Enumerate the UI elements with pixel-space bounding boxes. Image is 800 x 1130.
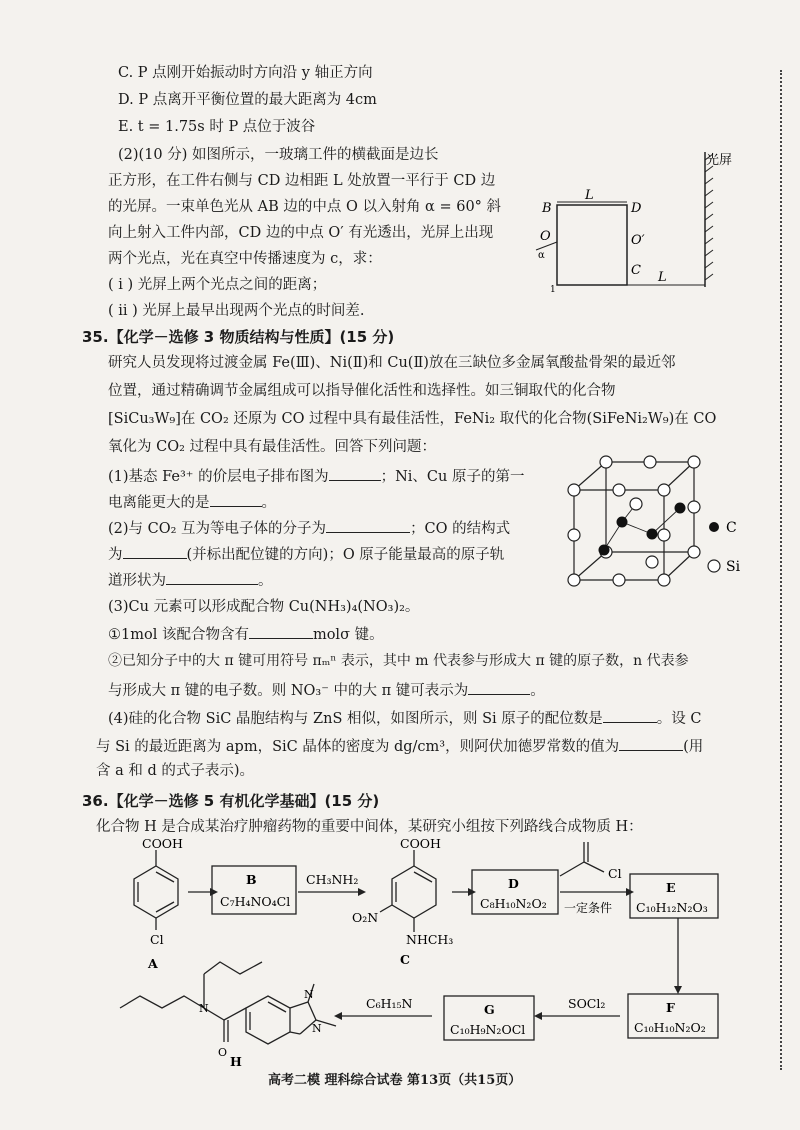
answer-blank[interactable] xyxy=(603,708,657,723)
a-cooh: COOH xyxy=(142,836,183,851)
q35-sub1-line1 xyxy=(108,466,524,486)
answer-blank[interactable] xyxy=(210,492,262,507)
q35-s2c: 为 xyxy=(108,547,123,563)
compound-g-formula: C₁₀H₉N₂OCl xyxy=(450,1022,526,1037)
compound-h-label: H xyxy=(230,1054,242,1068)
q36-heading: 36.【化学－选修 5 有机化学基础】(15 分) xyxy=(82,792,380,810)
q35-s2f: 。 xyxy=(258,573,273,589)
q35-sub4-line3: 含 a 和 d 的式子表示)。 xyxy=(96,763,255,779)
answer-blank[interactable] xyxy=(166,570,258,585)
label-L-top: L xyxy=(585,188,594,203)
compound-d-label: D xyxy=(508,876,519,891)
legend-si-label: Si xyxy=(726,559,741,575)
q34-part2-line5: 两个光点，光在真空中传播速度为 c，求： xyxy=(108,251,382,267)
q35-sub1-line2 xyxy=(108,492,276,512)
q35-sub4-line1 xyxy=(108,708,702,728)
q35-s3-2c: 。 xyxy=(530,683,545,699)
compound-g-label: G xyxy=(484,1002,495,1017)
q35-heading: 35.【化学－选修 3 物质结构与性质】(15 分) xyxy=(82,328,395,346)
condition-label: 一定条件 xyxy=(564,901,613,915)
compound-f-formula: C₁₀H₁₀N₂O₂ xyxy=(634,1020,706,1035)
q35-s4b: 。设 C xyxy=(656,711,702,727)
q35-s2e: 道形状为 xyxy=(108,573,166,589)
q35-s4d: (用 xyxy=(683,739,704,755)
q35-intro-1: 研究人员发现将过渡金属 Fe(Ⅲ)、Ni(Ⅱ)和 Cu(Ⅱ)放在三缺位多金属氧酸盐骨架的最近邻 xyxy=(108,355,676,371)
q34-sub-ii: ( ii ) 光屏上最早出现两个光点的时间差. xyxy=(108,303,365,319)
page-footer: 高考二模 理科综合试卷 第13页（共15页） xyxy=(268,1073,522,1088)
q34-part2-line4: 向上射入工件内部，CD 边的中点 O′ 有光透出，光屏上出现 xyxy=(108,225,494,241)
q34-part2-line1: (2)(10 分) 如图所示，一玻璃工件的横截面是边长 xyxy=(118,147,439,163)
h-n1: N xyxy=(199,1002,209,1015)
compound-f-label: F xyxy=(666,1000,675,1015)
legend-si-dot xyxy=(708,560,720,572)
option-d: D. P 点离开平衡位置的最大距离为 4cm xyxy=(118,92,377,108)
c-no2: O₂N xyxy=(352,910,379,925)
acyl-cl: Cl xyxy=(608,866,622,881)
legend-c-label: C xyxy=(726,520,737,536)
q35-s2b: ；CO 的结构式 xyxy=(410,521,511,537)
c-cooh: COOH xyxy=(400,836,441,851)
glass-square xyxy=(557,205,627,285)
q35-sub3: (3)Cu 元素可以形成配合物 Cu(NH₃)₄(NO₃)₂。 xyxy=(108,599,420,615)
binding-margin-dots xyxy=(780,70,782,1070)
h-o: O xyxy=(218,1046,228,1059)
label-one: 1 xyxy=(550,285,556,295)
compound-b-label: B xyxy=(246,872,257,887)
q35-intro-2: 位置，通过精确调节金属组成可以指导催化活性和选择性。如三铜取代的化合物 xyxy=(108,383,616,399)
answer-blank[interactable] xyxy=(329,466,381,481)
q35-s4c: 与 Si 的最近距离为 apm，SiC 晶体的密度为 dg/cm³，则阿伏加德罗常数的值为 xyxy=(96,739,620,755)
answer-blank[interactable] xyxy=(326,518,410,533)
q34-part2-line3: 的光屏。一束单色光从 AB 边的中点 O 以入射角 α = 60° 斜 xyxy=(108,199,502,215)
label-B: B xyxy=(542,201,552,216)
label-O-prime: O′ xyxy=(631,233,645,248)
reagent-socl2: SOCl₂ xyxy=(568,996,606,1011)
label-L-bottom: L xyxy=(658,270,667,285)
q35-s1d: 。 xyxy=(261,495,276,511)
q35-s3-1a: ①1mol 该配合物含有 xyxy=(108,627,249,643)
q35-s2d: (并标出配位键的方向)；O 原子能量最高的原子轨 xyxy=(186,547,505,563)
q35-sub3-2-line1: ②已知分子中的大 π 键可用符号 πₘⁿ 表示，其中 m 代表参与形成大 π 键的原子数，n 代表参 xyxy=(108,653,689,669)
compound-e-label: E xyxy=(666,880,676,895)
q35-sub2-line1 xyxy=(108,518,510,538)
label-screen: 光屏 xyxy=(706,153,733,168)
q35-sub3-2-line2 xyxy=(108,680,545,700)
label-D: D xyxy=(631,201,642,216)
compound-b-formula: C₇H₄NO₄Cl xyxy=(220,894,291,909)
screen-hatching xyxy=(705,154,713,280)
compound-d-formula: C₈H₁₀N₂O₂ xyxy=(480,896,547,911)
reagent-ch3nh2: CH₃NH₂ xyxy=(306,872,359,887)
q35-sub4-line2 xyxy=(96,736,703,756)
q35-sub2-line2 xyxy=(108,544,504,564)
q35-intro-3: [SiCu₃W₉]在 CO₂ 还原为 CO 过程中具有最佳活性，FeNi₂ 取代的化合物(SiFeNi₂W₉)在 CO xyxy=(108,411,717,427)
answer-blank[interactable] xyxy=(619,736,683,751)
q36-intro: 化合物 H 是合成某治疗肿瘤药物的重要中间体，某研究小组按下列路线合成物质 H： xyxy=(96,819,643,835)
q34-sub-i: ( i ) 光屏上两个光点之间的距离； xyxy=(108,277,327,293)
q34-part2-line2: 正方形，在工件右侧与 CD 边相距 L 处放置一平行于 CD 边 xyxy=(108,173,496,189)
compound-e-formula: C₁₀H₁₂N₂O₃ xyxy=(636,900,708,915)
q35-s1b: ；Ni、Cu 原子的第一 xyxy=(380,469,525,485)
q35-intro-4: 氧化为 CO₂ 过程中具有最佳活性。回答下列问题： xyxy=(108,439,437,455)
label-C: C xyxy=(631,263,641,278)
q35-s4a: (4)硅的化合物 SiC 晶胞结构与 ZnS 相似，如图所示，则 Si 原子的配位数是 xyxy=(108,711,603,727)
c-nhch3: NHCH₃ xyxy=(406,932,454,947)
reagent-amine: C₆H₁₅N xyxy=(366,996,413,1011)
a-cl: Cl xyxy=(150,932,164,947)
q35-s2a: (2)与 CO₂ 互为等电子体的分子为 xyxy=(108,521,327,537)
compound-a-label: A xyxy=(148,956,158,971)
q35-sub3-1 xyxy=(108,624,384,644)
q35-s1c: 电离能更大的是 xyxy=(108,495,210,511)
q35-sub2-line3 xyxy=(108,570,273,590)
option-c: C. P 点刚开始振动时方向沿 y 轴正方向 xyxy=(118,65,373,81)
legend-c-dot xyxy=(709,522,719,532)
option-e: E. t = 1.75s 时 P 点位于波谷 xyxy=(118,119,316,135)
glass-workpiece-figure xyxy=(530,140,770,300)
q35-s3-1b: molσ 键。 xyxy=(312,627,384,643)
h-n3: N xyxy=(312,1022,322,1035)
synthesis-route-figure xyxy=(100,836,760,1068)
compound-c-label: C xyxy=(400,952,410,967)
sic-unit-cell-figure xyxy=(556,452,756,598)
q35-s1a: (1)基态 Fe³⁺ 的价层电子排布图为 xyxy=(108,469,329,485)
answer-blank[interactable] xyxy=(123,544,187,559)
answer-blank[interactable] xyxy=(468,680,530,695)
answer-blank[interactable] xyxy=(249,624,313,639)
label-O: O xyxy=(540,229,551,244)
label-alpha: α xyxy=(538,250,545,261)
q35-s3-2b: 与形成大 π 键的电子数。则 NO₃⁻ 中的大 π 键可表示为 xyxy=(108,683,469,699)
h-n2: N xyxy=(304,988,314,1001)
c-atoms xyxy=(599,503,686,556)
